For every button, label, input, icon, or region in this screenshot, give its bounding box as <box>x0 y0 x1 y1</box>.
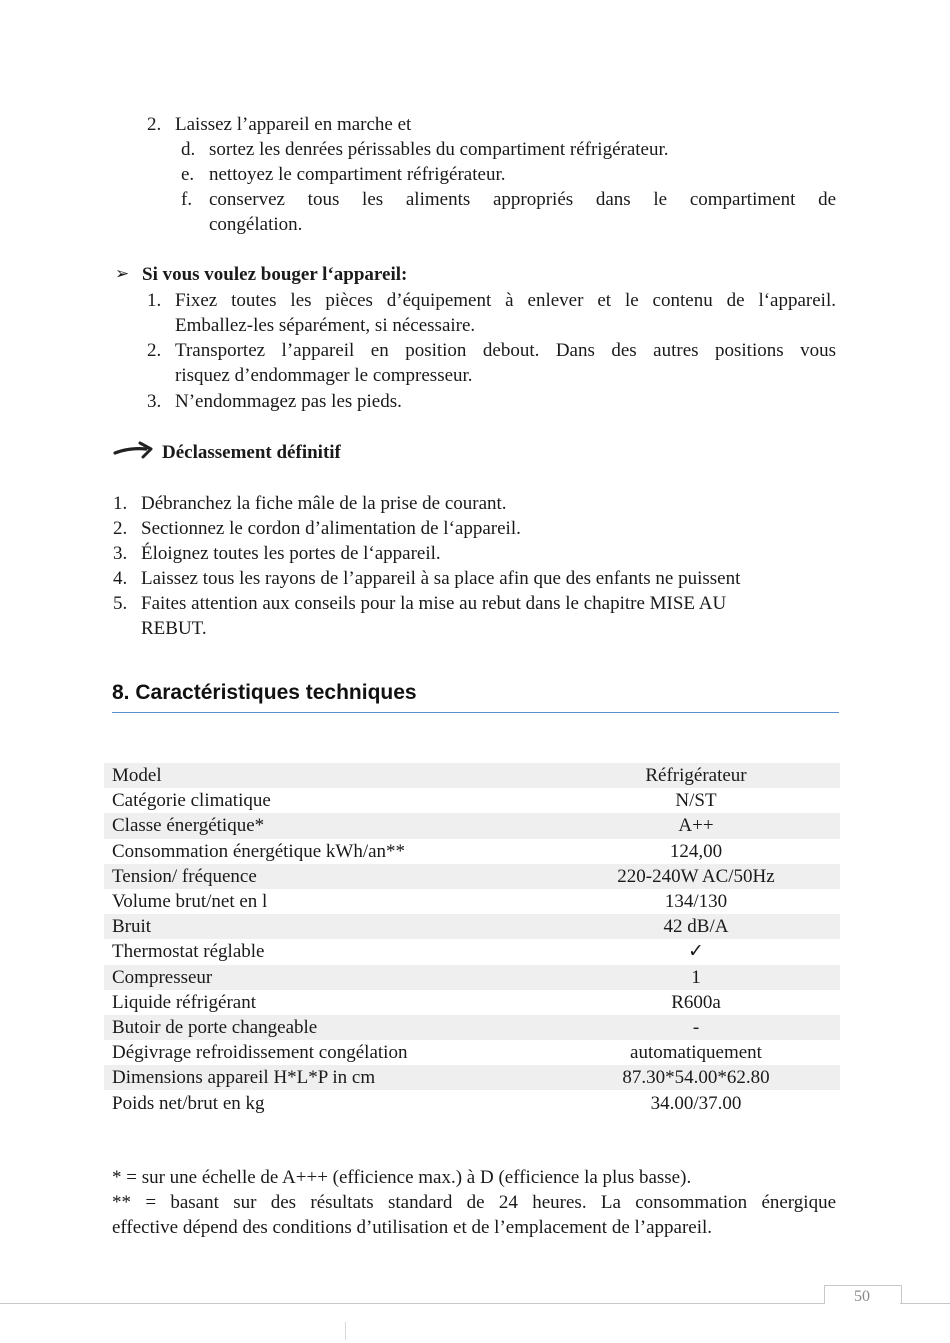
list-item-continuation: REBUT. <box>141 618 207 639</box>
spec-label: Poids net/brut en kg <box>112 1092 265 1114</box>
table-row <box>104 1090 840 1115</box>
spec-value: Réfrigérateur <box>552 763 840 788</box>
spec-value: N/ST <box>675 790 717 812</box>
spec-value: 220-240W AC/50Hz <box>552 864 840 889</box>
sublist-letter: e. <box>181 164 195 185</box>
table-row <box>104 939 840 964</box>
spec-value: R600a <box>671 991 721 1013</box>
sublist-item-text: nettoyez le compartiment réfrigérateur. <box>209 164 506 185</box>
page-number: 50 <box>854 1288 870 1305</box>
sublist-letter: d. <box>181 139 196 160</box>
table-row <box>104 889 840 914</box>
spec-value: 42 dB/A <box>552 914 840 939</box>
spec-label: Consommation énergétique kWh/an** <box>112 840 406 862</box>
heading-rule <box>112 712 839 713</box>
spec-value: 34.00/37.00 <box>650 1092 742 1114</box>
list-item-text: Transportez l’appareil en position debout. Dans des autres positions vous <box>175 340 836 361</box>
spec-label: Liquide réfrigérant <box>112 991 257 1013</box>
list-item-text: N’endommagez pas les pieds. <box>175 391 402 412</box>
page-mark <box>345 1322 346 1340</box>
table-row <box>104 1040 840 1065</box>
spec-label: Dimensions appareil H*L*P in cm <box>104 1065 552 1090</box>
spec-label: Bruit <box>104 914 552 939</box>
spec-label: Catégorie climatique <box>112 790 271 812</box>
spec-label: Tension/ fréquence <box>104 864 552 889</box>
sublist-letter: f. <box>181 189 193 210</box>
table-row <box>104 763 840 788</box>
list-item-text: Éloignez toutes les portes de l‘appareil. <box>141 543 441 564</box>
list-item-text: Faites attention aux conseils pour la mise au rebut dans le chapitre MISE AU <box>141 593 727 614</box>
spec-value: A++ <box>552 813 840 838</box>
spec-value: 134/130 <box>664 891 728 913</box>
list-number: 3. <box>147 391 162 412</box>
spec-value: automatiquement <box>630 1042 762 1064</box>
footnote-continuation: effective dépend des conditions d’utilisation et de l’emplacement de l’appareil. <box>112 1217 713 1238</box>
list-number: 1. <box>113 493 128 514</box>
table-row <box>104 990 840 1015</box>
list-item-text: Débranchez la fiche mâle de la prise de courant. <box>141 493 507 514</box>
footer-rule <box>0 1303 824 1304</box>
chapter-heading: 8. Caractéristiques techniques <box>112 681 417 704</box>
spec-value: ✓ <box>688 940 704 963</box>
list-item-continuation: risquez d’endommager le compresseur. <box>175 365 473 386</box>
sublist-item-continuation: congélation. <box>209 214 303 235</box>
footnote: * = sur une échelle de A+++ (efficience max.) à D (efficience la plus basse). <box>112 1167 692 1188</box>
table-row <box>104 1065 840 1090</box>
table-row <box>104 813 840 838</box>
spec-label: Classe énergétique* <box>104 813 552 838</box>
list-number: 2. <box>147 340 162 361</box>
list-number: 2. <box>113 518 128 539</box>
list-number: 3. <box>113 543 128 564</box>
spec-label: Thermostat réglable <box>112 941 265 963</box>
table-row <box>104 788 840 813</box>
list-item-text: Fixez toutes les pièces d’équipement à enlever et le contenu de l‘appareil. <box>175 290 836 311</box>
list-number: 1. <box>147 290 162 311</box>
list-item-text: Laissez l’appareil en marche et <box>175 114 412 135</box>
spec-label: Dégivrage refroidissement congélation <box>112 1042 408 1064</box>
sublist-item-text: sortez les denrées périssables du compartiment réfrigérateur. <box>209 139 669 160</box>
section-heading: Déclassement définitif <box>162 442 341 463</box>
table-row <box>104 1015 840 1040</box>
list-number: 2. <box>147 114 162 135</box>
arrow-icon <box>113 440 155 460</box>
table-row <box>104 965 840 990</box>
spec-label: Model <box>104 763 552 788</box>
footnote: ** = basant sur des résultats standard de 24 heures. La consommation énergique <box>112 1192 836 1213</box>
list-item-continuation: Emballez-les séparément, si nécessaire. <box>175 315 476 336</box>
spec-table <box>104 763 840 1116</box>
spec-label: Compresseur <box>104 965 552 990</box>
footer-rule <box>900 1303 950 1304</box>
spec-label: Volume brut/net en l <box>112 891 268 913</box>
list-item-text: Laissez tous les rayons de l’appareil à sa place afin que des enfants ne puissent <box>141 568 741 589</box>
table-row <box>104 864 840 889</box>
section-heading: Si vous voulez bouger l‘appareil: <box>142 264 408 285</box>
list-number: 4. <box>113 568 128 589</box>
table-row <box>104 839 840 864</box>
spec-value: - <box>552 1015 840 1040</box>
spec-value: 124,00 <box>669 840 723 862</box>
list-item-text: Sectionnez le cordon d’alimentation de l‘appareil. <box>141 518 521 539</box>
spec-value: 87.30*54.00*62.80 <box>552 1065 840 1090</box>
spec-value: 1 <box>552 965 840 990</box>
spec-label: Butoir de porte changeable <box>104 1015 552 1040</box>
sublist-item-text: conservez tous les aliments appropriés dans le compartiment de <box>209 189 836 210</box>
table-row <box>104 914 840 939</box>
list-number: 5. <box>113 593 128 614</box>
arrow-bullet-icon: ➢ <box>115 264 130 284</box>
